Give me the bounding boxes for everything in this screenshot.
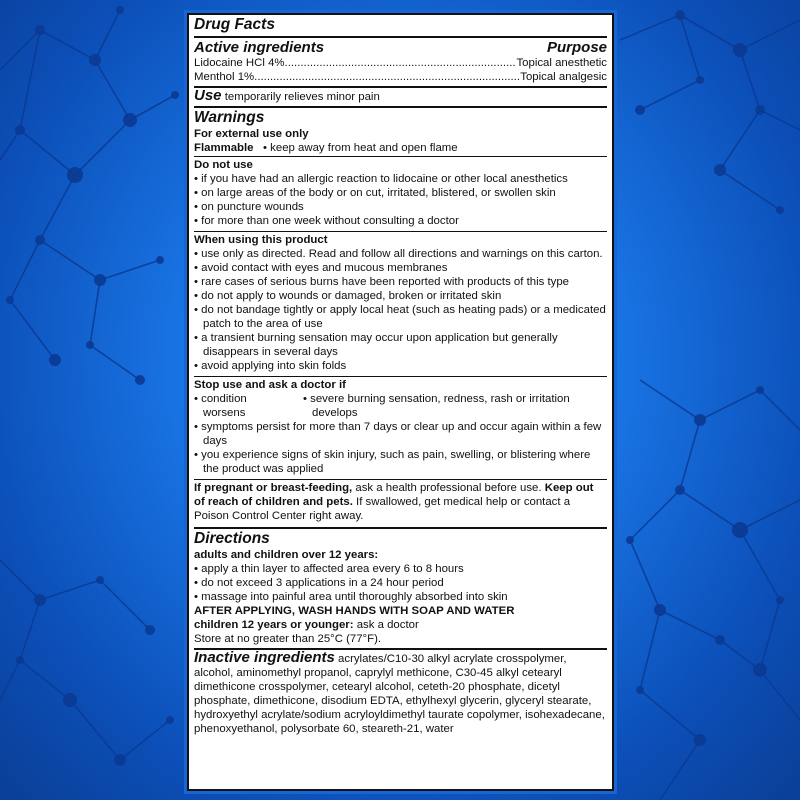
when-using-heading: When using this product xyxy=(194,234,328,246)
active-ingredients-heading: Active ingredients xyxy=(194,39,325,56)
drug-facts-label xyxy=(187,13,614,791)
pregnant-bold: If pregnant or breast-feeding, xyxy=(194,482,353,494)
flammable-text: keep away from heat and open flame xyxy=(270,142,458,154)
pregnancy-children-block xyxy=(194,479,607,525)
ingredient-name: Lidocaine HCl 4% xyxy=(194,57,285,69)
warning-item: • condition worsens xyxy=(194,392,289,420)
active-ingredients-header-row xyxy=(194,39,607,56)
inactive-ingredients-section xyxy=(194,650,607,738)
use-heading: Use xyxy=(194,87,222,104)
ingredient-purpose: Topical analgesic xyxy=(520,71,607,83)
flammable-label: Flammable xyxy=(194,142,254,154)
dot-leader xyxy=(254,70,520,84)
warnings-section xyxy=(194,108,607,529)
flammable-row: Flammable • keep away from heat and open flame xyxy=(194,142,458,154)
use-section xyxy=(194,88,607,108)
drug-facts-title: Drug Facts xyxy=(194,16,275,33)
warning-item: • on puncture wounds xyxy=(194,200,607,214)
use-text: temporarily relieves minor pain xyxy=(224,91,380,103)
external-use-text: For external use only xyxy=(194,128,309,140)
children-text: ask a doctor xyxy=(353,619,419,631)
directions-section xyxy=(194,529,607,650)
children-row xyxy=(194,618,607,632)
inactive-text: acrylates/C10-30 alkyl acrylate crosspolymer, alcohol, aminomethyl propanol, caprylyl methicone, C30-45 alkyl cetearyl dimethicone crosspolymer, cetearyl alcohol, ceteth-20 phosphate, dicetyl phosphate, dimethicone, disodium EDTA, ethylhexyl glycerin, glyceryl stearate, hydroxyethyl acrylate/sodium acryloyldimethyl taurate copolymer, isohexadecane, phenoxyethanol, polysorbate 60, steareth-21, water xyxy=(194,653,605,735)
storage-text: Store at no greater than 25°C (77°F). xyxy=(194,633,382,645)
warning-item: • avoid applying into skin folds xyxy=(194,359,607,373)
purpose-heading: Purpose xyxy=(546,39,607,56)
warning-item: • rare cases of serious burns have been reported with products of this type xyxy=(194,275,607,289)
stop-use-heading: Stop use and ask a doctor if xyxy=(194,379,346,391)
keep-out-bold: Keep out of reach of children and pets. xyxy=(194,482,594,508)
keep-out-text: If swallowed, get medical help or contact a Poison Control Center right away. xyxy=(194,496,571,522)
stop-use-block xyxy=(194,376,607,478)
warning-item: • do not bandage tightly or apply local heat (such as heating pads) or a medicated patch to the area of use xyxy=(194,303,607,331)
active-ingredients-section xyxy=(194,38,607,88)
warning-item: • do not apply to wounds or damaged, broken or irritated skin xyxy=(194,289,607,303)
ingredient-name: Menthol 1% xyxy=(194,71,255,83)
inactive-heading: Inactive ingredients xyxy=(194,649,335,666)
do-not-use-block xyxy=(194,156,607,230)
wash-hands-text: AFTER APPLYING, WASH HANDS WITH SOAP AND WATER xyxy=(194,605,515,617)
warning-item: • symptoms persist for more than 7 days or clear up and occur again within a few days xyxy=(194,420,607,448)
warning-item: • for more than one week without consulting a doctor xyxy=(194,214,607,228)
active-ingredient-row xyxy=(194,56,607,70)
warning-item: • a transient burning sensation may occur upon application but generally disappears in several days xyxy=(194,331,607,359)
active-ingredient-row xyxy=(194,70,607,84)
stop-use-paired-row xyxy=(194,392,607,420)
warning-item: • on large areas of the body or on cut, irritated, blistered, or swollen skin xyxy=(194,186,607,200)
warning-item: • use only as directed. Read and follow all directions and warnings on this carton. xyxy=(194,247,607,261)
direction-item: • do not exceed 3 applications in a 24 hour period xyxy=(194,576,607,590)
ingredient-purpose: Topical anesthetic xyxy=(516,57,607,69)
direction-item: • apply a thin layer to affected area every 6 to 8 hours xyxy=(194,562,607,576)
warnings-heading: Warnings xyxy=(194,109,265,126)
warning-item: • you experience signs of skin injury, such as pain, swelling, or blistering where the product was applied xyxy=(194,448,607,476)
drug-facts-panel xyxy=(184,10,617,794)
drug-facts-header xyxy=(194,15,607,38)
children-bold: children 12 years or younger: xyxy=(194,619,354,631)
do-not-use-heading: Do not use xyxy=(194,159,253,171)
warning-item: • severe burning sensation, redness, rash or irritation develops xyxy=(303,392,607,420)
warning-item: • if you have had an allergic reaction to lidocaine or other local anesthetics xyxy=(194,172,607,186)
adults-heading: adults and children over 12 years: xyxy=(194,549,379,561)
directions-heading: Directions xyxy=(194,530,270,547)
when-using-block xyxy=(194,231,607,375)
warning-item: • avoid contact with eyes and mucous membranes xyxy=(194,261,607,275)
direction-item: • massage into painful area until thoroughly absorbed into skin xyxy=(194,590,607,604)
dot-leader xyxy=(285,56,517,70)
pregnant-text: ask a health professional before use. xyxy=(352,482,545,494)
